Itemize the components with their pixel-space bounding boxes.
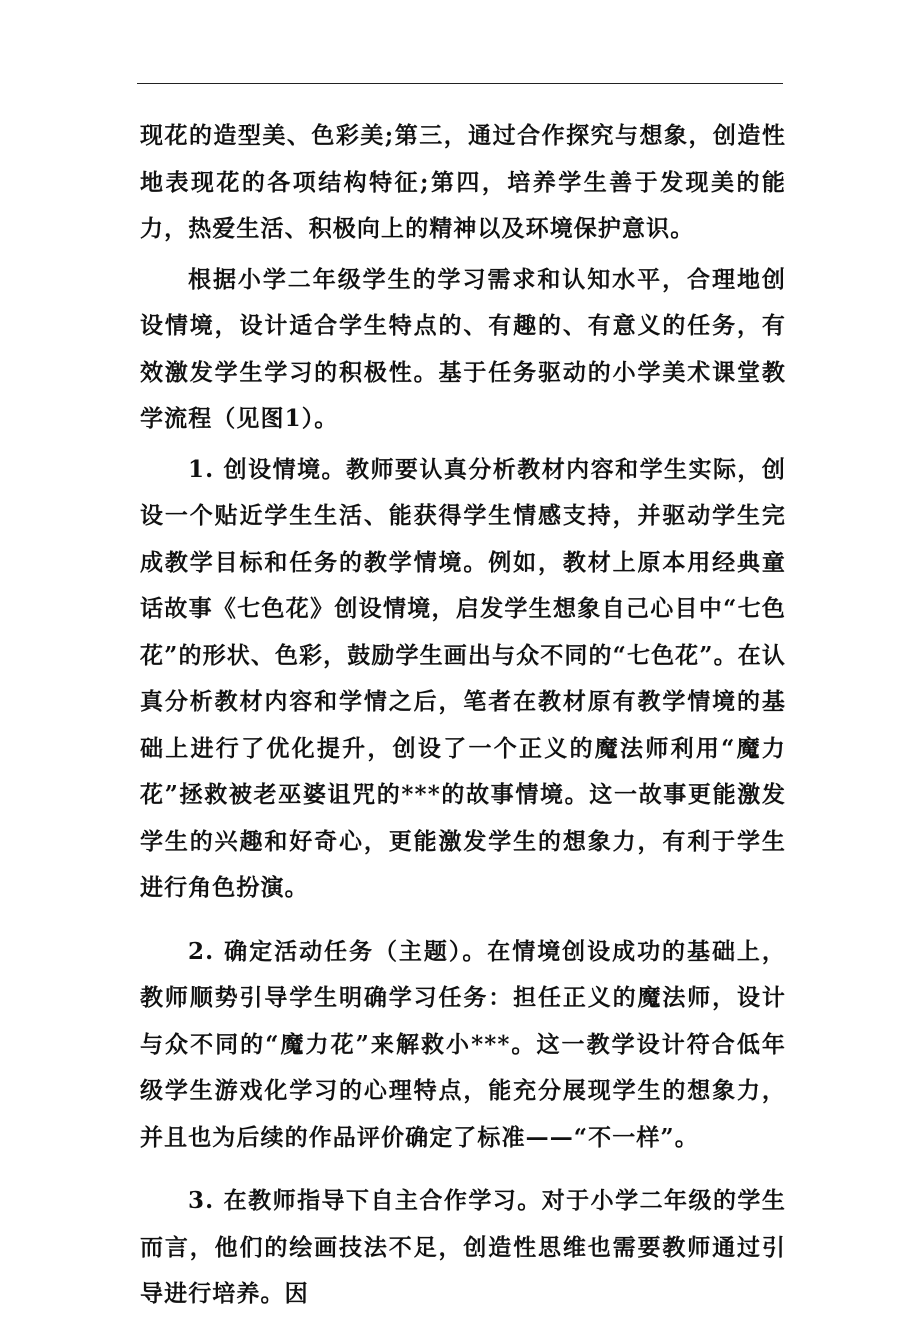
paragraph-1: 现花的造型美、色彩美;第三，通过合作探究与想象，创造性地表现花的各项结构特征;第四，培养学生善于发现美的能力，热爱生活、积极向上的精神以及环境保护意识。 bbox=[140, 122, 786, 242]
paragraph-3: 1. 创设情境。教师要认真分析教材内容和学生实际，创设一个贴近学生生活、能获得学生情感支持，并驱动学生完成教学目标和任务的教学情境。例如，教材上原本用经典童话故事《七色花》创设情境，启发学生想象自己心目中“七色花”的形状、色彩，鼓励学生画出与众不同的“七色花”。在认真分析教材内容和学情之后，笔者在教材原有教学情境的基础上进行了优化提升，创设了一个正义的魔法师利用“魔力花”拯救被老巫婆诅咒的***的故事情境。这一故事更能激发学生的兴趣和好奇心，更能激发学生的想象力，有利于学生进行角色扮演。 bbox=[140, 455, 786, 901]
document-body bbox=[140, 113, 786, 1318]
header-rule bbox=[137, 83, 783, 84]
paragraph-4: 2. 确定活动任务（主题）。在情境创设成功的基础上，教师顺势引导学生明确学习任务：担任正义的魔法师，设计与众不同的“魔力花”来解救小***。这一教学设计符合低年级学生游戏化学习的心理特点，能充分展现学生的想象力，并且也为后续的作品评价确定了标准——“不一样”。 bbox=[140, 937, 786, 1151]
paragraph-2: 根据小学二年级学生的学习需求和认知水平，合理地创设情境，设计适合学生特点的、有趣的、有意义的任务，有效激发学生学习的积极性。基于任务驱动的小学美术课堂教学流程（见图1）。 bbox=[140, 265, 786, 432]
paragraph-5: 3. 在教师指导下自主合作学习。对于小学二年级的学生而言，他们的绘画技法不足，创造性思维也需要教师通过引导进行培养。因 bbox=[140, 1187, 786, 1307]
